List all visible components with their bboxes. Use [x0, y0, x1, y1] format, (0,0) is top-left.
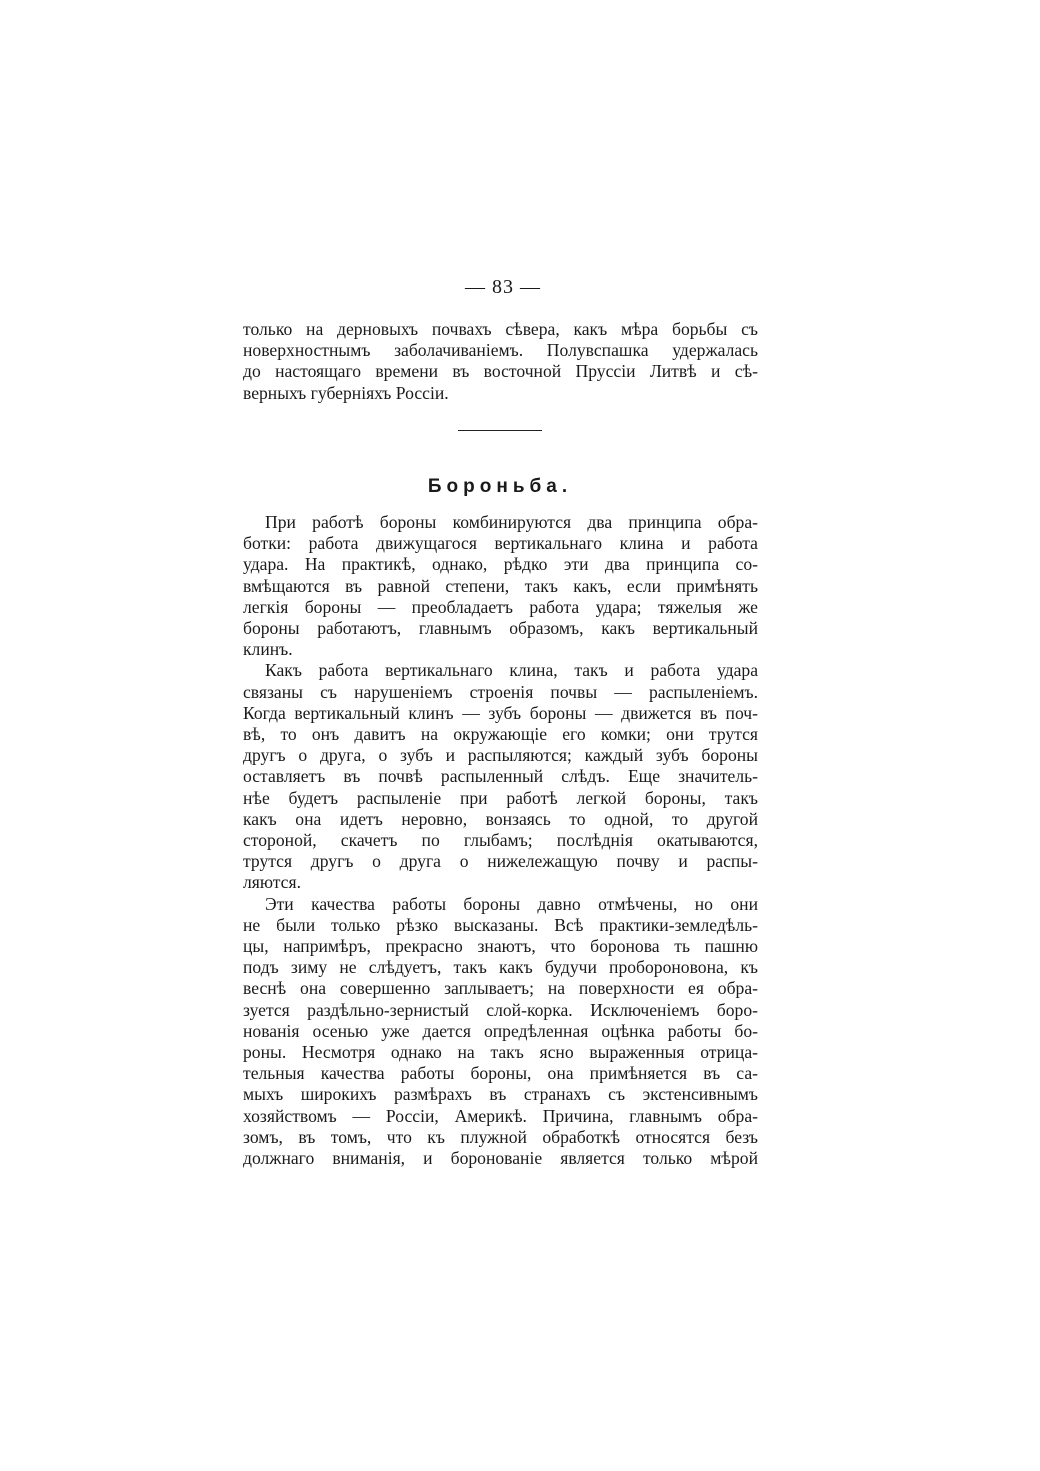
text-line: подъ зиму не слѣдуетъ, такъ какъ будучи пробороновона, къ [243, 957, 758, 978]
text-line: не были только рѣзко высказаны. Всѣ практики-земледѣль- [243, 914, 758, 935]
text-line: Какъ работа вертикальнаго клина, такъ и работа удара [265, 660, 758, 681]
paragraph-2 [243, 660, 758, 893]
text-line: какъ она идетъ неровно, вонзаясь то одной, то другой [243, 808, 758, 829]
text-line: удара. На практикѣ, однако, рѣдко эти два принципа со- [243, 554, 758, 575]
text-line: легкія бороны — преобладаетъ работа удара; тяжелыя же [243, 596, 758, 617]
text-line: При работѣ бороны комбинируются два принципа обра- [265, 512, 758, 532]
text-line: нованія осенью уже дается опредѣленная оцѣнка работы бо- [243, 1020, 758, 1041]
text-line: новерхностнымъ заболачиваніемъ. Полувспашка удержалась [243, 340, 758, 361]
text-line: трутся другъ о друга о нижележащую почву и распы- [243, 851, 758, 872]
text-line: стороной, скачетъ по глыбамъ; послѣднія окатываются, [243, 830, 758, 851]
text-line: Когда вертикальный клинъ — зубъ бороны — движется въ поч- [243, 702, 758, 723]
text-line: верныхъ губерніяхъ Россіи. [243, 382, 449, 403]
text-line: вмѣщаются въ равной степени, такъ какъ, если примѣнять [243, 575, 758, 596]
page-number: — 83 — [465, 276, 541, 298]
text-line: зомъ, въ томъ, что къ плужной обработкѣ относятся безъ [243, 1126, 758, 1147]
text-line: клинъ. [243, 639, 293, 660]
continuation-paragraph [243, 319, 758, 404]
text-line: оставляетъ въ почвѣ распыленный слѣдъ. Еще значитель- [243, 766, 758, 787]
text-line: ботки: работа движущагося вертикальнаго клина и работа [243, 533, 758, 554]
text-line: другъ о друга, о зубъ и распыляются; каждый зубъ бороны [243, 745, 758, 766]
text-line: нѣе будетъ распыленіе при работѣ легкой бороны, такъ [243, 787, 758, 808]
text-line: Эти качества работы бороны давно отмѣчены, но они [265, 893, 758, 914]
text-line: зуется раздѣльно-зернистый слой-корка. Исключеніемъ боро- [243, 999, 758, 1020]
text-line: связаны съ нарушеніемъ строенія почвы — распыленіемъ. [243, 681, 758, 702]
text-line: цы, напримѣръ, прекрасно знаютъ, что боронова ть пашню [243, 936, 758, 957]
paragraph-3 [243, 894, 758, 1170]
text-line: хозяйствомъ — Россіи, Америкѣ. Причина, главнымъ обра- [243, 1105, 758, 1126]
text-line: вѣ, то онъ давитъ на окружающіе его комки; они трутся [243, 724, 758, 745]
text-line: веснѣ она совершенно заплываетъ; на поверхности ея обра- [243, 978, 758, 999]
section-body [243, 512, 758, 1169]
text-line: мыхъ широкихъ размѣрахъ въ странахъ съ экстенсивнымъ [243, 1084, 758, 1105]
paragraph-1 [243, 512, 758, 660]
text-line: бороны работаютъ, главнымъ образомъ, какъ вертикальный [243, 618, 758, 639]
text-line: ляются. [243, 872, 301, 893]
text-line: должнаго вниманія, и боронованіе является только мѣрой [243, 1148, 758, 1169]
text-line: тельныя качества работы бороны, она примѣняется въ са- [243, 1063, 758, 1084]
section-divider [458, 430, 542, 431]
text-line: только на дерновыхъ почвахъ сѣвера, какъ мѣра борьбы съ [243, 319, 758, 339]
section-heading: Бороньба. [427, 476, 573, 497]
text-line: роны. Несмотря однако на такъ ясно выраженныя отрица- [243, 1042, 758, 1063]
text-line: до настоящаго времени въ восточной Пруссіи Литвѣ и сѣ- [243, 361, 758, 382]
